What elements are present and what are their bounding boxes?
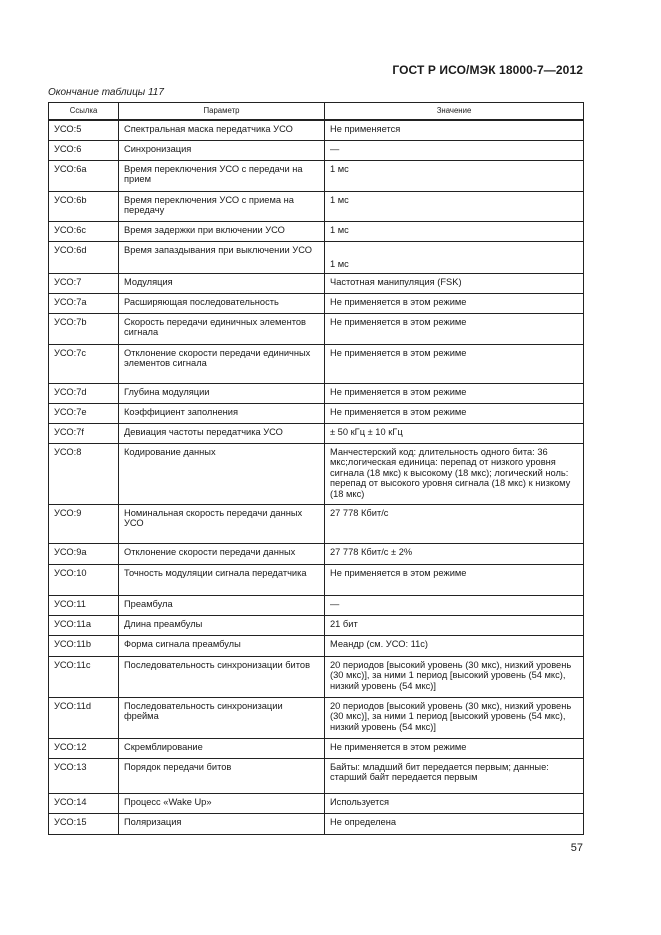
cell-parameter: Глубина модуляции bbox=[119, 383, 325, 403]
cell-parameter: Время переключения УСО с передачи на прием bbox=[119, 160, 325, 191]
table-row bbox=[49, 383, 584, 403]
table-row bbox=[49, 120, 584, 140]
cell-value: Байты: младший бит передается первым; данные: старший байт передается первым bbox=[325, 758, 584, 793]
cell-ref: УСО:6 bbox=[49, 140, 119, 160]
cell-parameter: Отклонение скорости передачи данных bbox=[119, 543, 325, 564]
cell-ref: УСО:11b bbox=[49, 635, 119, 656]
cell-value: 1 мс bbox=[325, 241, 584, 273]
cell-ref: УСО:9а bbox=[49, 543, 119, 564]
cell-ref: УСО:6а bbox=[49, 160, 119, 191]
table-row bbox=[49, 738, 584, 758]
table-row bbox=[49, 758, 584, 793]
cell-parameter: Модуляция bbox=[119, 273, 325, 293]
cell-ref: УСО:11 bbox=[49, 595, 119, 615]
cell-parameter: Расширяющая последовательность bbox=[119, 293, 325, 313]
table-row bbox=[49, 191, 584, 221]
table-row bbox=[49, 635, 584, 656]
cell-parameter: Длина преамбулы bbox=[119, 615, 325, 635]
table-row bbox=[49, 595, 584, 615]
cell-parameter: Кодирование данных bbox=[119, 443, 325, 504]
cell-ref: УСО:6с bbox=[49, 221, 119, 241]
table-row bbox=[49, 344, 584, 383]
cell-value: Не применяется в этом режиме bbox=[325, 564, 584, 595]
cell-value: Меандр (см. УСО: 11с) bbox=[325, 635, 584, 656]
cell-parameter: Время запаздывания при выключении УСО bbox=[119, 241, 325, 273]
table-row bbox=[49, 793, 584, 813]
table-row bbox=[49, 313, 584, 344]
cell-ref: УСО:7с bbox=[49, 344, 119, 383]
cell-ref: УСО:11а bbox=[49, 615, 119, 635]
table-row bbox=[49, 293, 584, 313]
cell-value: Не применяется в этом режиме bbox=[325, 313, 584, 344]
cell-value: 27 778 Кбит/с bbox=[325, 504, 584, 543]
cell-ref: УСО:8 bbox=[49, 443, 119, 504]
cell-value: 1 мс bbox=[325, 191, 584, 221]
cell-ref: УСО:5 bbox=[49, 120, 119, 140]
cell-value: 20 периодов [высокий уровень (30 мкс), низкий уровень (30 мкс)], за ними 1 период [высокий уровень (54 мкс), низкий уровень (54 мкс)] bbox=[325, 656, 584, 697]
table-row bbox=[49, 241, 584, 273]
column-header-value: Значение bbox=[325, 103, 584, 121]
column-header-parameter: Параметр bbox=[119, 103, 325, 121]
cell-value: — bbox=[325, 595, 584, 615]
cell-value: 1 мс bbox=[325, 160, 584, 191]
cell-ref: УСО:15 bbox=[49, 813, 119, 834]
cell-parameter: Спектральная маска передатчика УСО bbox=[119, 120, 325, 140]
cell-value: — bbox=[325, 140, 584, 160]
cell-parameter: Время переключения УСО с приема на передачу bbox=[119, 191, 325, 221]
table-header-row bbox=[49, 103, 584, 121]
cell-ref: УСО:14 bbox=[49, 793, 119, 813]
cell-ref: УСО:10 bbox=[49, 564, 119, 595]
table-row bbox=[49, 140, 584, 160]
table-row bbox=[49, 443, 584, 504]
table-row bbox=[49, 504, 584, 543]
cell-parameter: Время задержки при включении УСО bbox=[119, 221, 325, 241]
cell-ref: УСО:6d bbox=[49, 241, 119, 273]
cell-parameter: Последовательность синхронизации фрейма bbox=[119, 697, 325, 738]
cell-parameter: Точность модуляции сигнала передатчика bbox=[119, 564, 325, 595]
cell-parameter: Преамбула bbox=[119, 595, 325, 615]
cell-parameter: Форма сигнала преамбулы bbox=[119, 635, 325, 656]
cell-ref: УСО:7а bbox=[49, 293, 119, 313]
cell-ref: УСО:13 bbox=[49, 758, 119, 793]
page-number: 57 bbox=[570, 842, 583, 854]
cell-value: 21 бит bbox=[325, 615, 584, 635]
cell-value: ± 50 кГц ± 10 кГц bbox=[325, 423, 584, 443]
cell-value: Используется bbox=[325, 793, 584, 813]
table-row bbox=[49, 656, 584, 697]
table-row bbox=[49, 423, 584, 443]
cell-value: 27 778 Кбит/с ± 2% bbox=[325, 543, 584, 564]
table-row bbox=[49, 813, 584, 834]
parameters-table bbox=[48, 102, 584, 835]
table-row bbox=[49, 564, 584, 595]
cell-ref: УСО:7е bbox=[49, 403, 119, 423]
cell-value: Частотная манипуляция (FSK) bbox=[325, 273, 584, 293]
cell-ref: УСО:7d bbox=[49, 383, 119, 403]
cell-parameter: Последовательность синхронизации битов bbox=[119, 656, 325, 697]
table-row bbox=[49, 697, 584, 738]
cell-value: 1 мс bbox=[325, 221, 584, 241]
table-row bbox=[49, 615, 584, 635]
cell-parameter: Скорость передачи единичных элементов сигнала bbox=[119, 313, 325, 344]
cell-parameter: Процесс «Wake Up» bbox=[119, 793, 325, 813]
cell-parameter: Синхронизация bbox=[119, 140, 325, 160]
cell-parameter: Отклонение скорости передачи единичных элементов сигнала bbox=[119, 344, 325, 383]
cell-ref: УСО:11с bbox=[49, 656, 119, 697]
cell-value: Не применяется в этом режиме bbox=[325, 738, 584, 758]
cell-ref: УСО:9 bbox=[49, 504, 119, 543]
cell-value: Не применяется bbox=[325, 120, 584, 140]
cell-parameter: Девиация частоты передатчика УСО bbox=[119, 423, 325, 443]
table-row bbox=[49, 403, 584, 423]
table-row bbox=[49, 160, 584, 191]
cell-ref: УСО:7b bbox=[49, 313, 119, 344]
cell-ref: УСО:7 bbox=[49, 273, 119, 293]
cell-value: Не применяется в этом режиме bbox=[325, 293, 584, 313]
document-standard-header: ГОСТ Р ИСО/МЭК 18000-7—2012 bbox=[392, 63, 583, 77]
cell-ref: УСО:12 bbox=[49, 738, 119, 758]
table-row bbox=[49, 221, 584, 241]
cell-parameter: Коэффициент заполнения bbox=[119, 403, 325, 423]
table-row bbox=[49, 543, 584, 564]
cell-value: Манчестерский код: длительность одного бита: 36 мкс;логическая единица: перепад от низкого уровня сигнала (18 мкс) к высокому (18 мкс); логический ноль: перепад от высокого уровня сигнала (18 мкс) к низкому (18 мкс) bbox=[325, 443, 584, 504]
cell-parameter: Номинальная скорость передачи данных УСО bbox=[119, 504, 325, 543]
cell-value: Не применяется в этом режиме bbox=[325, 403, 584, 423]
column-header-ref: Ссылка bbox=[49, 103, 119, 121]
table-row bbox=[49, 273, 584, 293]
cell-value: Не применяется в этом режиме bbox=[325, 344, 584, 383]
cell-ref: УСО:7f bbox=[49, 423, 119, 443]
table-caption: Окончание таблицы 117 bbox=[48, 87, 164, 98]
cell-parameter: Скремблирование bbox=[119, 738, 325, 758]
cell-parameter: Поляризация bbox=[119, 813, 325, 834]
cell-value: 20 периодов [высокий уровень (30 мкс), низкий уровень (30 мкс)], за ними 1 период [высокий уровень (54 мкс), низкий уровень (54 мкс)] bbox=[325, 697, 584, 738]
cell-value: Не применяется в этом режиме bbox=[325, 383, 584, 403]
cell-value: Не определена bbox=[325, 813, 584, 834]
cell-ref: УСО:6b bbox=[49, 191, 119, 221]
cell-parameter: Порядок передачи битов bbox=[119, 758, 325, 793]
cell-ref: УСО:11d bbox=[49, 697, 119, 738]
